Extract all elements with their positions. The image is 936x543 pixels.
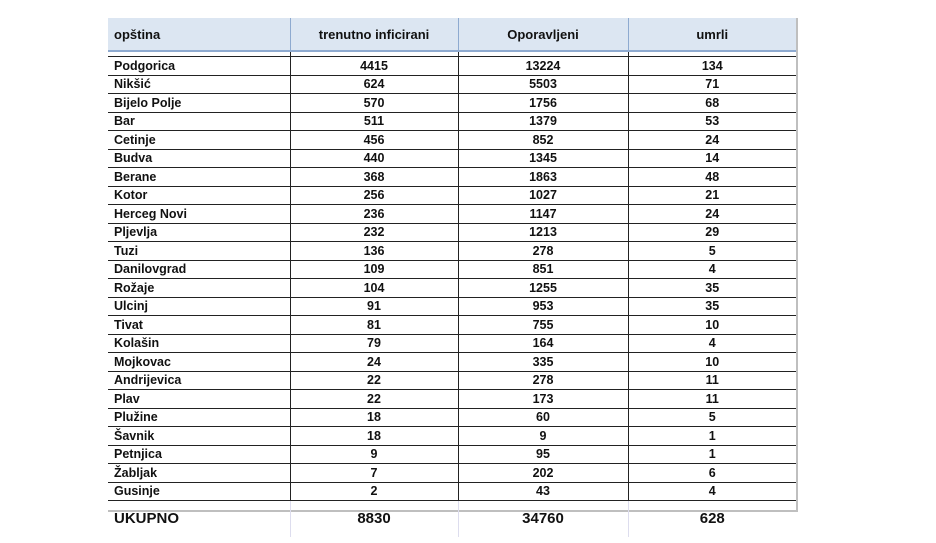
table-cell-deaths: 10 <box>628 353 796 372</box>
table-cell-infected: 511 <box>290 112 458 131</box>
table-cell-municipality: Pljevlja <box>108 223 290 242</box>
table-cell-infected: 232 <box>290 223 458 242</box>
table-cell-recovered: 1147 <box>458 205 628 224</box>
table-cell-municipality: Plužine <box>108 408 290 427</box>
table-cell-recovered: 9 <box>458 427 628 446</box>
table-cell-infected: 22 <box>290 390 458 409</box>
table-cell-infected: 81 <box>290 316 458 335</box>
header-deaths: umrli <box>628 18 796 51</box>
table-cell-deaths: 48 <box>628 168 796 187</box>
table-cell-deaths: 4 <box>628 334 796 353</box>
table-cell-infected: 624 <box>290 75 458 94</box>
table-cell-recovered: 953 <box>458 297 628 316</box>
table-cell-recovered: 1379 <box>458 112 628 131</box>
table-row <box>108 205 796 224</box>
table-cell-recovered: 173 <box>458 390 628 409</box>
table-cell-municipality: Gusinje <box>108 482 290 501</box>
table-cell-deaths: 11 <box>628 371 796 390</box>
table-row <box>108 445 796 464</box>
table-row <box>108 353 796 372</box>
table-cell-recovered: 1863 <box>458 168 628 187</box>
table-cell-recovered: 755 <box>458 316 628 335</box>
table-cell-recovered: 202 <box>458 464 628 483</box>
table-cell-deaths: 6 <box>628 464 796 483</box>
table-cell-recovered: 335 <box>458 353 628 372</box>
table-cell-deaths: 11 <box>628 390 796 409</box>
table-cell-recovered: 851 <box>458 260 628 279</box>
total-infected: 8830 <box>290 501 458 538</box>
table-cell-municipality: Petnjica <box>108 445 290 464</box>
header-municipality: opština <box>108 18 290 51</box>
table-cell-municipality: Bar <box>108 112 290 131</box>
table-row <box>108 112 796 131</box>
table-cell-deaths: 71 <box>628 75 796 94</box>
table-cell-recovered: 5503 <box>458 75 628 94</box>
table-cell-municipality: Nikšić <box>108 75 290 94</box>
table-cell-municipality: Bijelo Polje <box>108 94 290 113</box>
table-cell-municipality: Mojkovac <box>108 353 290 372</box>
table-cell-infected: 4415 <box>290 57 458 76</box>
header-currently-infected: trenutno inficirani <box>290 18 458 51</box>
table-row <box>108 297 796 316</box>
table-cell-deaths: 68 <box>628 94 796 113</box>
table-cell-deaths: 35 <box>628 279 796 298</box>
municipality-covid-table <box>108 18 796 537</box>
table-cell-recovered: 43 <box>458 482 628 501</box>
table-cell-infected: 570 <box>290 94 458 113</box>
table-row <box>108 94 796 113</box>
table-cell-municipality: Plav <box>108 390 290 409</box>
table-cell-municipality: Kotor <box>108 186 290 205</box>
table-cell-municipality: Žabljak <box>108 464 290 483</box>
table-cell-recovered: 164 <box>458 334 628 353</box>
table-cell-deaths: 53 <box>628 112 796 131</box>
table-cell-infected: 236 <box>290 205 458 224</box>
table-cell-recovered: 95 <box>458 445 628 464</box>
total-label: UKUPNO <box>108 501 290 538</box>
table-cell-infected: 109 <box>290 260 458 279</box>
table-cell-infected: 22 <box>290 371 458 390</box>
table-row <box>108 334 796 353</box>
table-cell-municipality: Cetinje <box>108 131 290 150</box>
table-cell-deaths: 5 <box>628 408 796 427</box>
table-cell-municipality: Podgorica <box>108 57 290 76</box>
table-cell-recovered: 278 <box>458 242 628 261</box>
table-cell-deaths: 14 <box>628 149 796 168</box>
table-row <box>108 260 796 279</box>
table-cell-deaths: 1 <box>628 427 796 446</box>
table-cell-recovered: 13224 <box>458 57 628 76</box>
table-cell-infected: 104 <box>290 279 458 298</box>
table-header-row <box>108 18 796 51</box>
table-cell-municipality: Andrijevica <box>108 371 290 390</box>
table-cell-deaths: 29 <box>628 223 796 242</box>
table-cell-recovered: 60 <box>458 408 628 427</box>
header-recovered: Oporavljeni <box>458 18 628 51</box>
table-row <box>108 149 796 168</box>
table-row <box>108 223 796 242</box>
table-cell-infected: 18 <box>290 408 458 427</box>
table-total-row <box>108 501 796 538</box>
table-cell-infected: 440 <box>290 149 458 168</box>
table-cell-infected: 91 <box>290 297 458 316</box>
total-deaths: 628 <box>699 510 725 527</box>
table-cell-infected: 9 <box>290 445 458 464</box>
table-row <box>108 242 796 261</box>
total-recovered: 34760 <box>458 501 628 538</box>
table-cell-infected: 256 <box>290 186 458 205</box>
table-cell-recovered: 1027 <box>458 186 628 205</box>
table-cell-recovered: 1255 <box>458 279 628 298</box>
table-cell-deaths: 21 <box>628 186 796 205</box>
table-row <box>108 168 796 187</box>
table-cell-deaths: 24 <box>628 131 796 150</box>
table-cell-infected: 368 <box>290 168 458 187</box>
table-cell-municipality: Tuzi <box>108 242 290 261</box>
table-cell-deaths: 5 <box>628 242 796 261</box>
table-cell-deaths: 134 <box>628 57 796 76</box>
table-cell-recovered: 1213 <box>458 223 628 242</box>
table-row <box>108 131 796 150</box>
table-cell-infected: 24 <box>290 353 458 372</box>
table-cell-deaths: 4 <box>628 260 796 279</box>
table-cell-deaths: 35 <box>628 297 796 316</box>
table-cell-municipality: Danilovgrad <box>108 260 290 279</box>
table-cell-infected: 79 <box>290 334 458 353</box>
table-cell-deaths: 24 <box>628 205 796 224</box>
table-cell-recovered: 278 <box>458 371 628 390</box>
table-cell-municipality: Berane <box>108 168 290 187</box>
table-cell-municipality: Ulcinj <box>108 297 290 316</box>
table-row <box>108 408 796 427</box>
table-cell-infected: 456 <box>290 131 458 150</box>
table-cell-municipality: Rožaje <box>108 279 290 298</box>
table-cell-municipality: Herceg Novi <box>108 205 290 224</box>
document-page <box>108 18 798 527</box>
table-cell-recovered: 1345 <box>458 149 628 168</box>
table-row <box>108 75 796 94</box>
table-cell-municipality: Budva <box>108 149 290 168</box>
table-row <box>108 427 796 446</box>
table-row <box>108 482 796 501</box>
table-cell-infected: 136 <box>290 242 458 261</box>
table-cell-infected: 7 <box>290 464 458 483</box>
table-cell-infected: 18 <box>290 427 458 446</box>
table-row <box>108 57 796 76</box>
table-row <box>108 186 796 205</box>
table-row <box>108 371 796 390</box>
table-cell-municipality: Šavnik <box>108 427 290 446</box>
table-row <box>108 464 796 483</box>
table-row <box>108 279 796 298</box>
table-cell-recovered: 1756 <box>458 94 628 113</box>
table-cell-municipality: Tivat <box>108 316 290 335</box>
table-cell-deaths: 1 <box>628 445 796 464</box>
table-cell-deaths: 10 <box>628 316 796 335</box>
table-cell-deaths: 4 <box>628 482 796 501</box>
table-cell-municipality: Kolašin <box>108 334 290 353</box>
table-row <box>108 390 796 409</box>
table-row <box>108 316 796 335</box>
table-cell-infected: 2 <box>290 482 458 501</box>
table-cell-recovered: 852 <box>458 131 628 150</box>
